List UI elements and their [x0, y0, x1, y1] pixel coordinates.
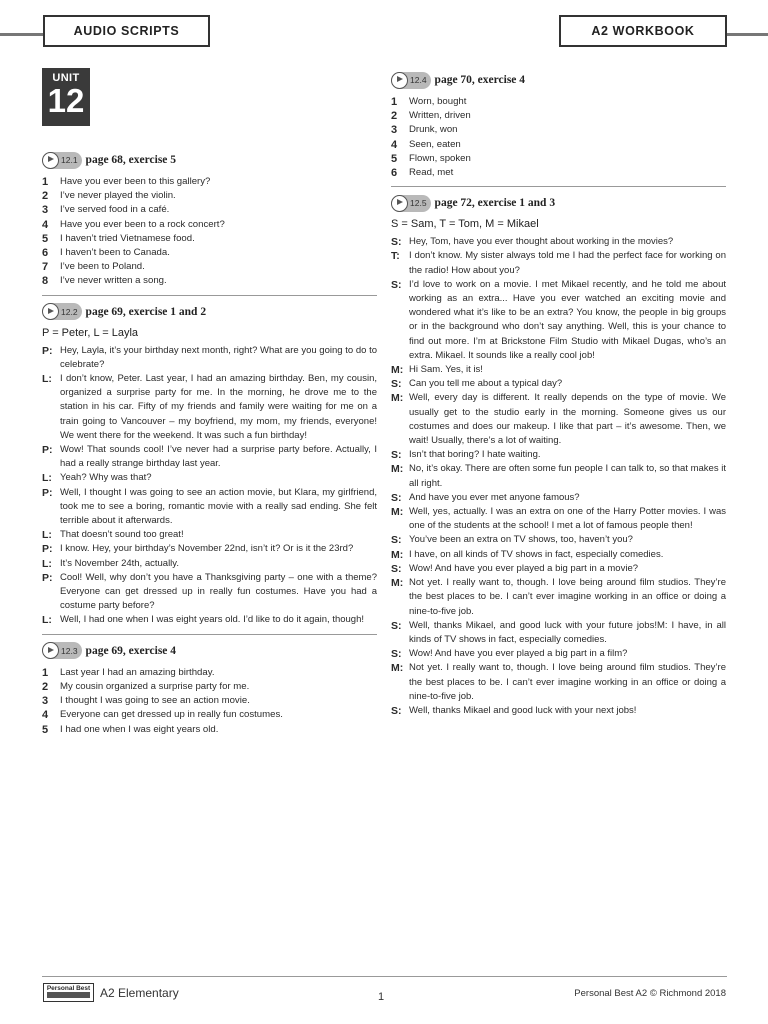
audio-badge[interactable]: 12.1 [42, 152, 82, 169]
list-item: 5 I had one when I was eight years old. [42, 723, 219, 736]
list-item: 5 I haven’t tried Vietnamese food. [42, 232, 195, 245]
list-item: 6 Read, met [391, 167, 454, 180]
dialogue-line: P: Well, I thought I was going to see an action movie, but Klara, my girlfriend, took me to see a boring, romantic movie with a really sad ending. She felt terrible about it afterwards. [42, 486, 377, 527]
list-item: 4 Have you ever been to a rock concert? [42, 218, 225, 231]
cast-key: P = Peter, L = Layla [42, 326, 139, 339]
dialogue-line: L: It’s November 24th, actually. [42, 557, 179, 570]
section-header-12-3 [42, 641, 377, 661]
dialogue-line: S: Well, thanks Mikael and good luck with your next jobs! [391, 704, 637, 717]
list-item: 4 Seen, eaten [391, 138, 461, 151]
play-icon [42, 152, 59, 169]
dialogue-line: M: Not yet. I really want to, though. I love being around film studios. They’re the best places to be. I can’t ever imagine working in an office or doing a nine-to-five job. [391, 577, 726, 617]
dialogue-line: L: I don’t know, Peter. Last year, I had an amazing birthday. Ben, my cousin, organized a surprise party for me. In the morning, he drove me to the station in his car. Fifty of my friends and family were waiting for me on a train going to Vancouver – my boyfriend, my mom, my friends, everyone! We went there for the weekend. It was such a fun birthday! [42, 373, 377, 441]
divider [42, 634, 377, 635]
section-title: page 72, exercise 1 and 3 [434, 197, 556, 210]
page-number: 1 [378, 991, 385, 1003]
audio-badge[interactable]: 12.3 [42, 642, 82, 659]
list-item: 5 Flown, spoken [391, 152, 471, 165]
dialogue-line: P: Cool! Well, why don’t you have a Thanksgiving party – one with a theme? Everyone can get dressed up in really fun costumes. Have you had a costume party before? [42, 571, 377, 612]
list-item: 3 I thought I was going to see an action movie. [42, 695, 250, 708]
header-bar-left [0, 33, 44, 36]
audio-badge[interactable]: 12.2 [42, 303, 82, 320]
dialogue-line: L: Well, I had one when I was eight years old. I’d like to do it again, though! [42, 614, 365, 627]
play-icon [42, 642, 59, 659]
list-item: 3 I’ve served food in a café. [42, 204, 170, 217]
footer-level: A2 Elementary [100, 986, 179, 1000]
section-title: page 68, exercise 5 [85, 154, 177, 166]
dialogue-line: S: Well, thanks Mikael, and good luck with your future jobs!M: I have, in all kinds of TV shows in fact, especially comedies. [391, 619, 726, 645]
dialogue-line: S: Wow! And have you ever played a big part in a film? [391, 648, 628, 661]
dialogue-line: S: Can you tell me about a typical day? [391, 378, 563, 391]
list-item: 1 Last year I had an amazing birthday. [42, 666, 215, 679]
dialogue-line: P: Wow! That sounds cool! I’ve never had a surprise party before. Actually, I had a really strange birthday last year. [42, 444, 377, 470]
header-audio-scripts: AUDIO SCRIPTS [43, 15, 210, 47]
section-title: page 70, exercise 4 [434, 74, 526, 86]
left-column [42, 150, 377, 737]
divider [42, 295, 377, 296]
list-item: 6 I haven’t been to Canada. [42, 247, 170, 260]
dialogue-line: M: Well, every day is different. It really depends on the type of movie. We usually get to the studio early in the morning. Someone gives us our costumes and does our makeup. I like that part – it’s awesome. Then, we wait! Usually, there’s a lot of waiting. [391, 392, 726, 447]
dialogue-line: P: Hey, Layla, it’s your birthday next month, right? What are you going to do to celebrate? [42, 344, 377, 370]
numbered-list-12-4 [391, 95, 726, 180]
dialogue-line: S: You’ve been an extra on TV shows, too, haven’t you? [391, 534, 633, 547]
section-title: page 69, exercise 1 and 2 [85, 305, 207, 318]
dialogue-12-5 [391, 235, 726, 718]
list-item: 3 Drunk, won [391, 124, 458, 137]
list-item: 2 My cousin organized a surprise party for me. [42, 680, 250, 693]
unit-badge [42, 68, 90, 126]
list-item: 8 I’ve never written a song. [42, 275, 167, 288]
play-icon [391, 72, 408, 89]
section-header-12-5 [391, 193, 726, 213]
dialogue-line: T: I don’t know. My sister always told me I had the perfect face for working on the radio! How about you? [391, 250, 726, 276]
dialogue-line: M: I have, on all kinds of TV shows in fact, especially comedies. [391, 548, 664, 561]
audio-badge[interactable]: 12.5 [391, 195, 431, 212]
dialogue-line: S: Isn’t that boring? I hate waiting. [391, 449, 541, 462]
list-item: 7 I’ve been to Poland. [42, 261, 145, 274]
dialogue-line: P: I know. Hey, your birthday’s November 22nd, isn’t it? Or is it the 23rd? [42, 543, 354, 556]
section-title: page 69, exercise 4 [85, 644, 177, 657]
cast-key: S = Sam, T = Tom, M = Mikael [391, 218, 539, 231]
dialogue-line: L: Yeah? Why was that? [42, 472, 152, 485]
dialogue-line: L: That doesn’t sound too great! [42, 529, 184, 542]
list-item: 1 Worn, bought [391, 96, 467, 108]
unit-number: 12 [47, 82, 85, 119]
numbered-list-12-3 [42, 666, 377, 737]
audio-badge[interactable]: 12.4 [391, 72, 431, 89]
list-item: 1 Have you ever been to this gallery? [42, 176, 211, 188]
personal-best-logo: Personal Best [43, 983, 94, 1002]
play-icon [42, 303, 59, 320]
divider [391, 186, 726, 187]
unit-label: UNIT [52, 72, 80, 84]
dialogue-line: S: And have you ever met anyone famous? [391, 491, 580, 504]
dialogue-line: M: Not yet. I really want to, though. I love being around film studios. They’re the best places to be. I can’t ever imagine working in an office or doing a nine-to-five job. [391, 662, 726, 702]
dialogue-line: S: Wow! And have you ever played a big part in a movie? [391, 562, 639, 575]
numbered-list-12-1 [42, 175, 377, 289]
dialogue-line: S: Hey, Tom, have you ever thought about working in the movies? [391, 236, 674, 249]
header-bar-right [726, 33, 768, 36]
footer-copyright: Personal Best A2 © Richmond 2018 [574, 988, 726, 999]
dialogue-12-2 [42, 344, 377, 628]
dialogue-line: M: Hi Sam. Yes, it is! [391, 364, 483, 377]
list-item: 2 I’ve never played the violin. [42, 190, 176, 203]
footer-divider [42, 976, 727, 977]
section-header-12-4 [391, 70, 726, 90]
dialogue-line: M: No, it’s okay. There are often some fun people I can talk to, so that makes it all right. [391, 463, 726, 489]
right-column [391, 70, 726, 718]
dialogue-line: M: Well, yes, actually. I was an extra on one of the Harry Potter movies. I was one of the students at the school! I met a lot of famous people then! [391, 506, 726, 532]
list-item: 2 Written, driven [391, 110, 471, 123]
dialogue-line: S: I’d love to work on a movie. I met Mikael recently, and he told me about working as an extra... Have you ever watched an exciting movie and wondered what it’s like to be an extra? You know, the people in big groups or in the background who don’t say anything. Well, this is your chance to find out more. I’m at Brickstone Film Studio with Mikael Dugas, who’s an extra. Mikael. It sounds like a really cool job! [391, 278, 726, 361]
list-item: 4 Everyone can get dressed up in really fun costumes. [42, 709, 283, 722]
section-header-12-2 [42, 302, 377, 322]
play-icon [391, 195, 408, 212]
header-workbook: A2 WORKBOOK [559, 15, 727, 47]
section-header-12-1 [42, 150, 377, 170]
